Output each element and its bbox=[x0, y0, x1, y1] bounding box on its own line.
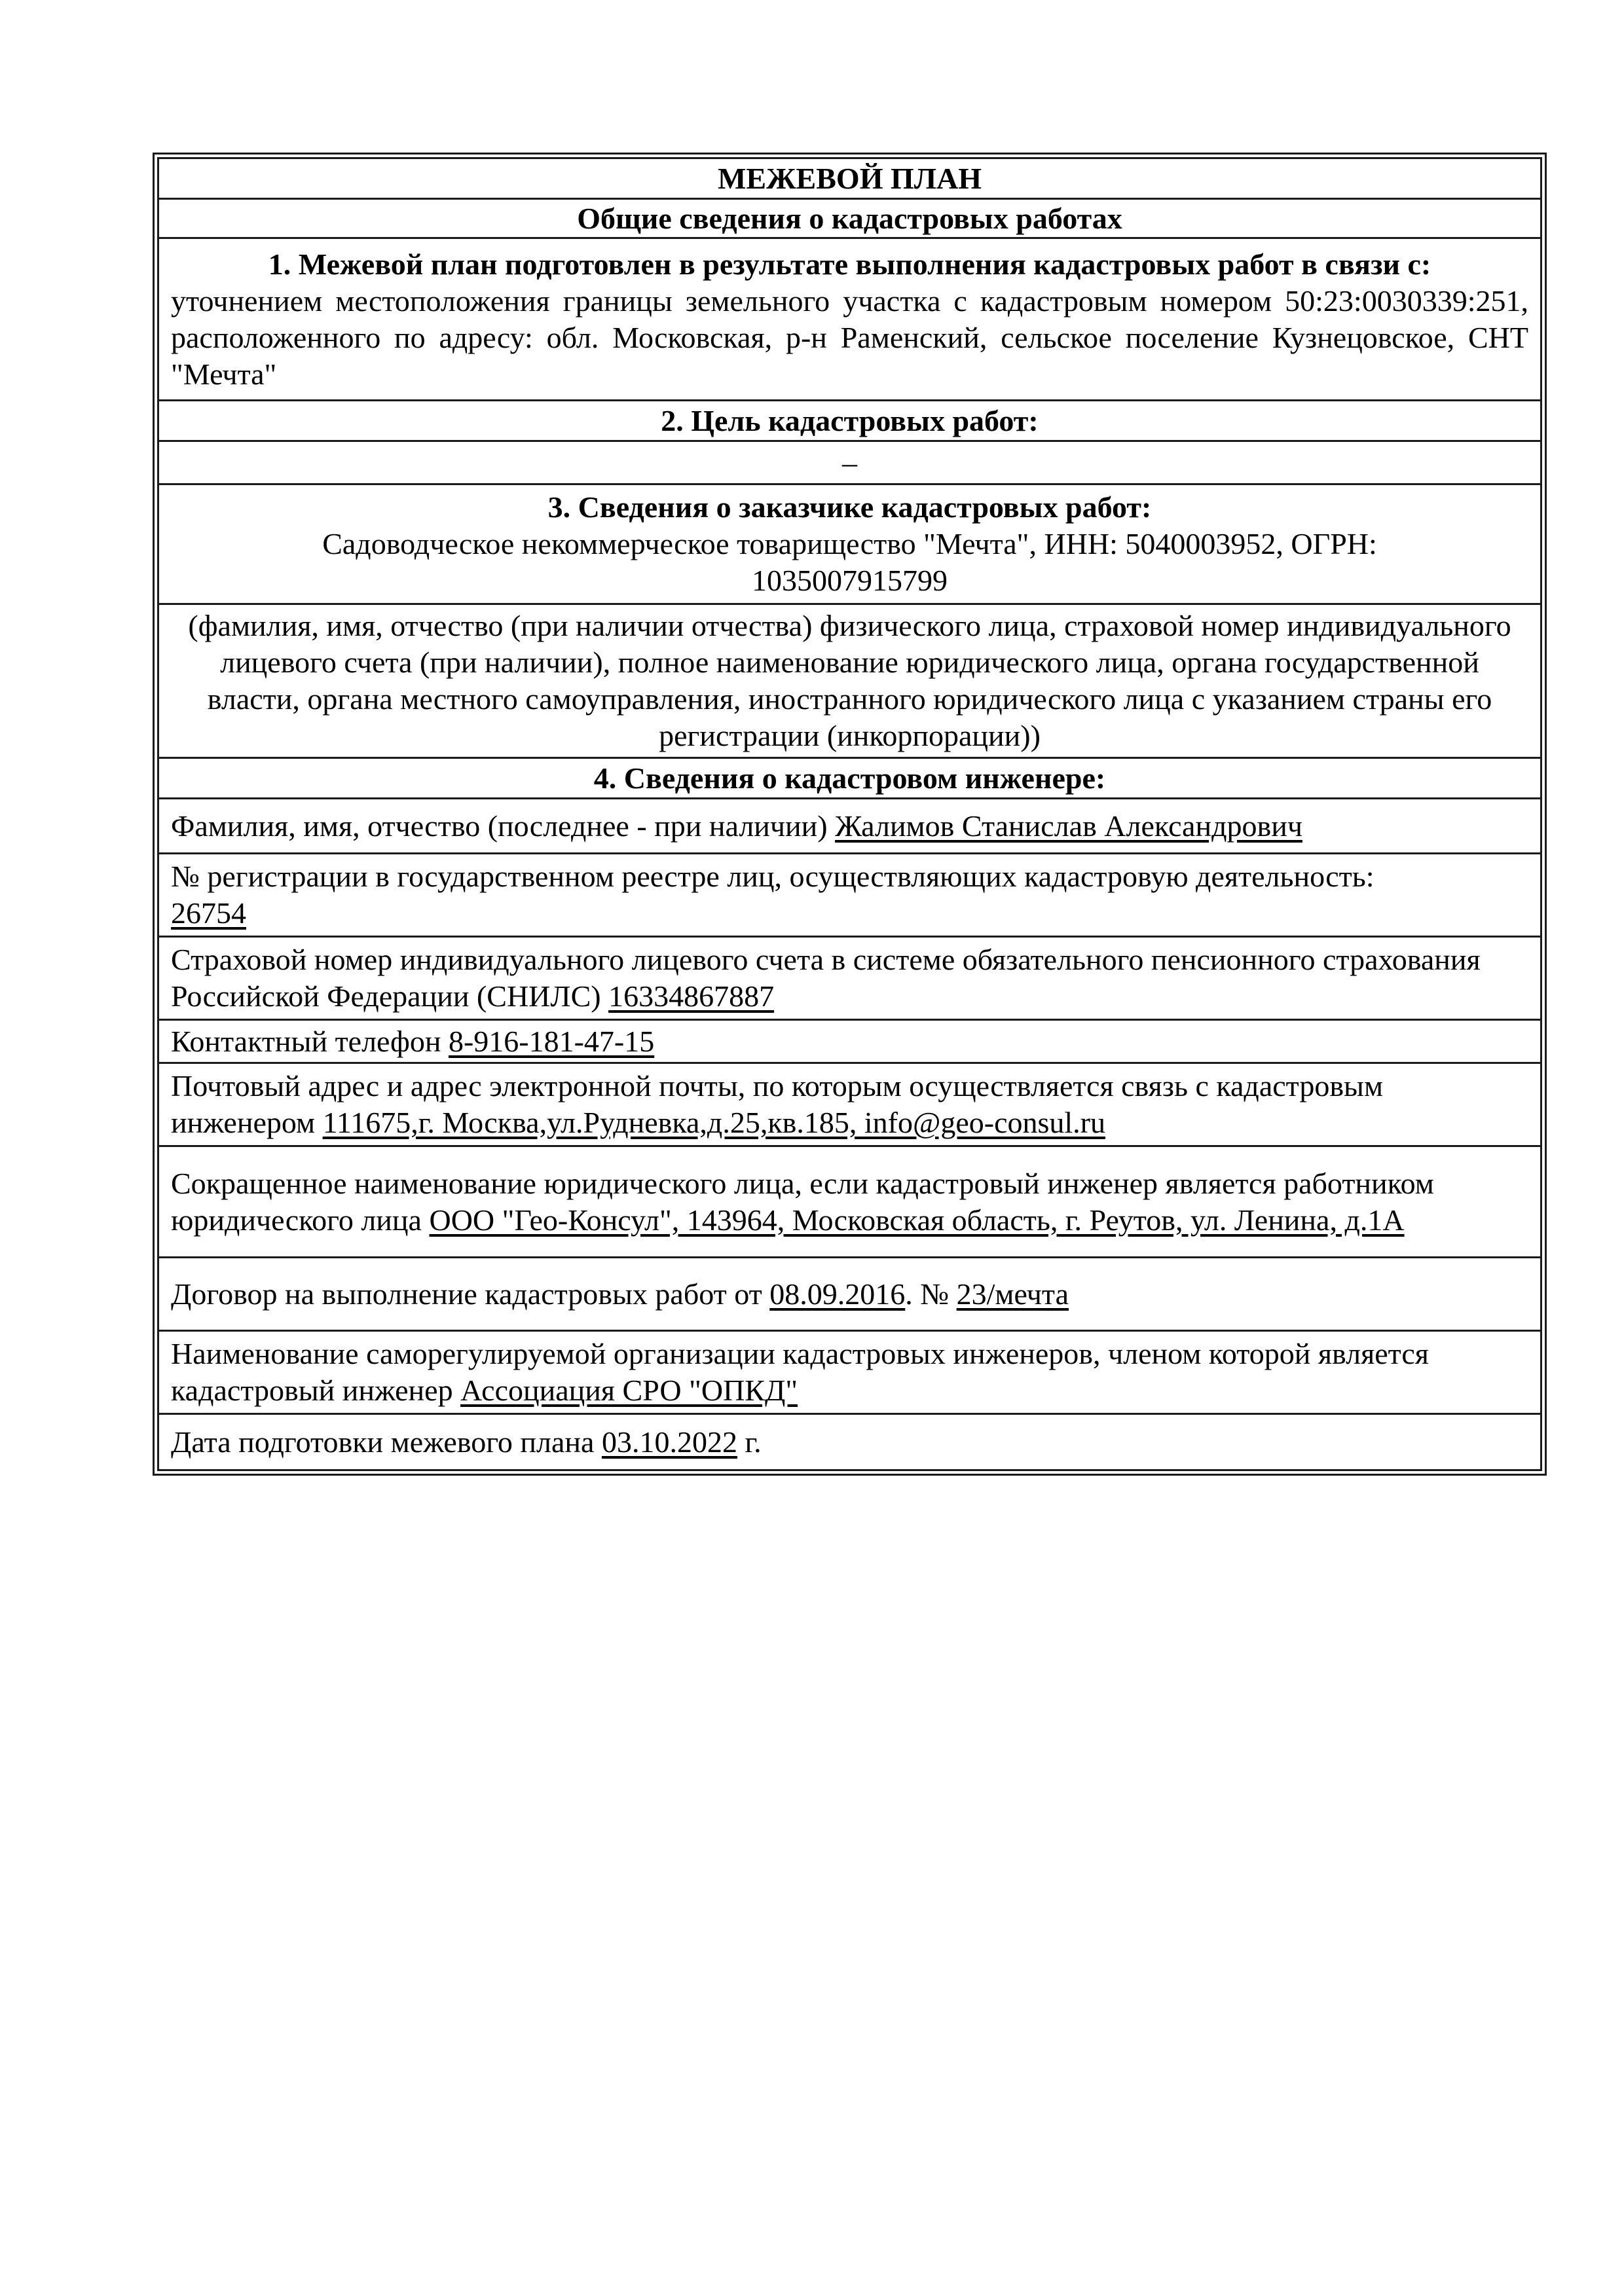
customer-line-2: 1035007915799 bbox=[752, 564, 948, 597]
boundary-plan-form bbox=[153, 153, 1547, 1476]
registration-value: 26754 bbox=[171, 896, 246, 930]
registration-label: № регистрации в государственном реестре лиц, осуществляющих кадастровую деятельность: bbox=[171, 860, 1375, 893]
engineer-name-value: Жалимов Станислав Александрович bbox=[835, 809, 1302, 843]
document-title: МЕЖЕВОЙ ПЛАН bbox=[158, 158, 1541, 199]
sro-row bbox=[158, 1331, 1541, 1414]
document-subtitle: Общие сведения о кадастровых работах bbox=[158, 199, 1541, 238]
contract-label: Договор на выполнение кадастровых работ от bbox=[171, 1277, 762, 1311]
sro-value: Ассоциация СРО "ОПКД" bbox=[460, 1374, 798, 1407]
section3-heading: 3. Сведения о заказчике кадастровых работ: bbox=[547, 490, 1152, 524]
customer-line-1: Садоводческое некоммерческое товарищество "Мечта", ИНН: 5040003952, ОГРН: bbox=[322, 527, 1377, 560]
prep-date-row bbox=[158, 1414, 1541, 1470]
registration-row bbox=[158, 854, 1541, 937]
snils-value: 16334867887 bbox=[608, 979, 775, 1013]
section2-value: – bbox=[158, 441, 1541, 484]
prep-date-label: Дата подготовки межевого плана bbox=[171, 1425, 595, 1459]
phone-row bbox=[158, 1020, 1541, 1063]
contract-number: 23/мечта bbox=[956, 1277, 1069, 1311]
engineer-name-label: Фамилия, имя, отчество (последнее - при наличии) bbox=[171, 809, 828, 843]
address-row bbox=[158, 1063, 1541, 1146]
address-value: 111675,г. Москва,ул.Рудневка,д.25,кв.185, info@geo-consul.ru bbox=[322, 1106, 1106, 1139]
contract-date: 08.09.2016 bbox=[769, 1277, 906, 1311]
general-info-table bbox=[157, 157, 1542, 1471]
section4-heading: 4. Сведения о кадастровом инженере: bbox=[158, 758, 1541, 799]
address-label: Почтовый адрес и адрес электронной почты, по которым осуществляется связь с кадастровым инженером bbox=[171, 1069, 1384, 1139]
organization-label: Сокращенное наименование юридического лица, если кадастровый инженер является работником юридического лица bbox=[171, 1166, 1434, 1237]
contract-row bbox=[158, 1258, 1541, 1331]
engineer-name-row bbox=[158, 799, 1541, 854]
customer-note: (фамилия, имя, отчество (при наличии отчества) физического лица, страховой номер индивидуального лицевого счета (при наличии), полное наименование юридического лица, органа государственной власти, органа местного самоуправления, иностранного юридического лица с указанием страны его регистрации (инкорпорации)) bbox=[158, 604, 1541, 758]
section1-heading: 1. Межевой план подготовлен в результате выполнения кадастровых работ в связи с: bbox=[268, 247, 1431, 281]
phone-value: 8-916-181-47-15 bbox=[448, 1024, 655, 1058]
prep-date-value: 03.10.2022 bbox=[601, 1425, 737, 1459]
snils-row bbox=[158, 937, 1541, 1020]
section1-cell bbox=[158, 238, 1541, 401]
section3-cell bbox=[158, 484, 1541, 604]
prep-date-suffix: г. bbox=[745, 1425, 762, 1459]
phone-label: Контактный телефон bbox=[171, 1024, 441, 1058]
section2-heading: 2. Цель кадастровых работ: bbox=[158, 401, 1541, 441]
organization-row bbox=[158, 1146, 1541, 1258]
snils-label: Страховой номер индивидуального лицевого счета в системе обязательного пенсионного страхования Российской Федерации (СНИЛС) bbox=[171, 943, 1481, 1013]
section1-text: уточнением местоположения границы земельного участка с кадастровым номером 50:23:0030339:251, расположенного по адресу: обл. Московская, р-н Раменский, сельское поселение Кузнецовское, СНТ "Мечта" bbox=[171, 283, 1528, 391]
sro-label: Наименование саморегулируемой организации кадастровых инженеров, членом которой является кадастровый инженер bbox=[171, 1337, 1429, 1407]
contract-separator: . № bbox=[905, 1277, 950, 1311]
organization-value: ООО "Гео-Консул", 143964, Московская область, г. Реутов, ул. Ленина, д.1А bbox=[429, 1203, 1405, 1237]
